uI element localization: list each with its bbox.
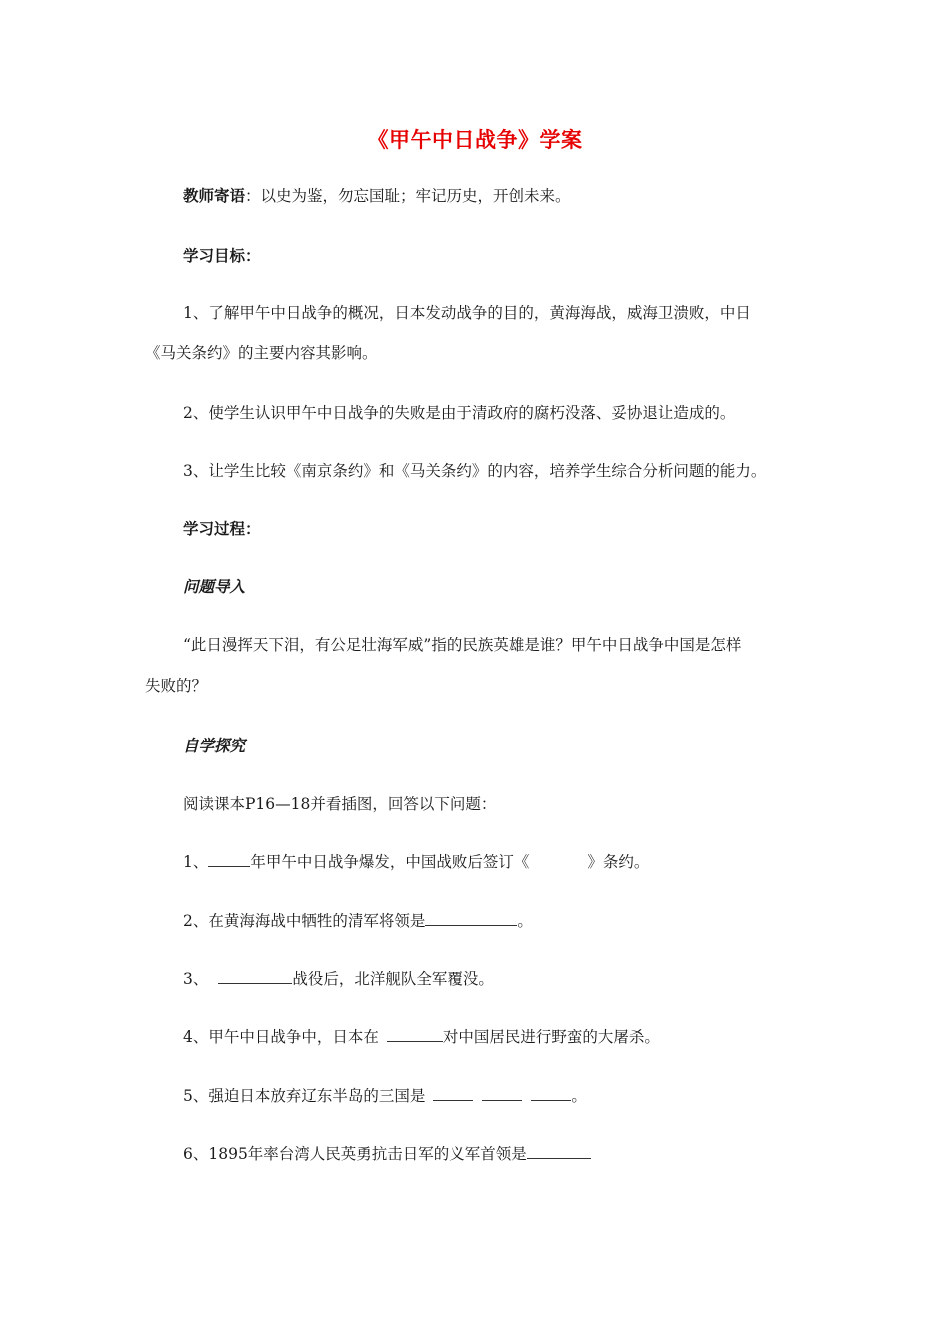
question-1 [183, 851, 649, 872]
question-4-suffix: 对中国居民进行野蛮的大屠杀。 [442, 1028, 660, 1046]
objective-2: 2、使学生认识甲午中日战争的失败是由于清政府的腐朽没落、妥协退让造成的。 [183, 404, 736, 422]
question-5-prefix: 5、强迫日本放弃辽东半岛的三国是 [183, 1087, 426, 1105]
reading-instruction: 阅读课本P16—18并看插图，回答以下问题： [183, 795, 497, 813]
question-5-blank-2[interactable] [482, 1085, 522, 1101]
question-2-suffix: 。 [517, 912, 533, 930]
teacher-message [183, 186, 571, 206]
question-4 [183, 1026, 660, 1047]
question-5 [183, 1085, 587, 1106]
intro-question-line-2: 失败的？ [145, 677, 208, 695]
objective-3: 3、让学生比较《南京条约》和《马关条约》的内容，培养学生综合分析问题的能力。 [183, 462, 767, 480]
intro-heading: 问题导入 [183, 578, 246, 596]
question-3-suffix: 战役后，北洋舰队全军覆没。 [292, 970, 494, 988]
question-3-blank[interactable] [218, 968, 292, 984]
question-6 [183, 1143, 591, 1164]
question-4-blank[interactable] [387, 1026, 443, 1042]
question-5-suffix: 。 [571, 1087, 587, 1105]
question-3-prefix: 3、 [183, 970, 209, 988]
process-heading: 学习过程： [183, 520, 261, 538]
question-6-blank[interactable] [527, 1143, 591, 1159]
question-5-blank-1[interactable] [433, 1085, 473, 1101]
objective-1-line-1: 1、了解甲午中日战争的概况，日本发动战争的目的，黄海海战，威海卫溃败，中日 [183, 304, 751, 322]
question-4-prefix: 4、甲午中日战争中，日本在 [183, 1028, 379, 1046]
question-3 [183, 968, 494, 989]
question-2 [183, 910, 533, 931]
question-6-prefix: 6、1895年率台湾人民英勇抗击日军的义军首领是 [183, 1145, 527, 1163]
question-1-year-blank[interactable] [208, 851, 250, 867]
teacher-message-label: 教师寄语 [183, 187, 246, 205]
objectives-heading: 学习目标： [183, 247, 261, 265]
question-1-middle: 年甲午中日战争爆发，中国战败后签订《 [250, 853, 530, 871]
question-5-blank-3[interactable] [531, 1085, 571, 1101]
question-1-prefix: 1、 [183, 853, 209, 871]
question-1-suffix: 》条约。 [587, 853, 650, 871]
objective-1-line-2: 《马关条约》的主要内容其影响。 [145, 344, 378, 362]
self-study-heading: 自学探究 [183, 737, 246, 755]
question-2-blank[interactable] [425, 910, 517, 926]
document-title: 《甲午中日战争》学案 [367, 128, 583, 152]
question-2-prefix: 2、在黄海海战中牺牲的清军将领是 [183, 912, 426, 930]
intro-question-line-1: “此日漫挥天下泪，有公足壮海军威”指的民族英雄是谁？甲午中日战争中国是怎样 [183, 636, 742, 654]
teacher-message-text: ：以史为鉴，勿忘国耻；牢记历史，开创未来。 [245, 187, 571, 205]
